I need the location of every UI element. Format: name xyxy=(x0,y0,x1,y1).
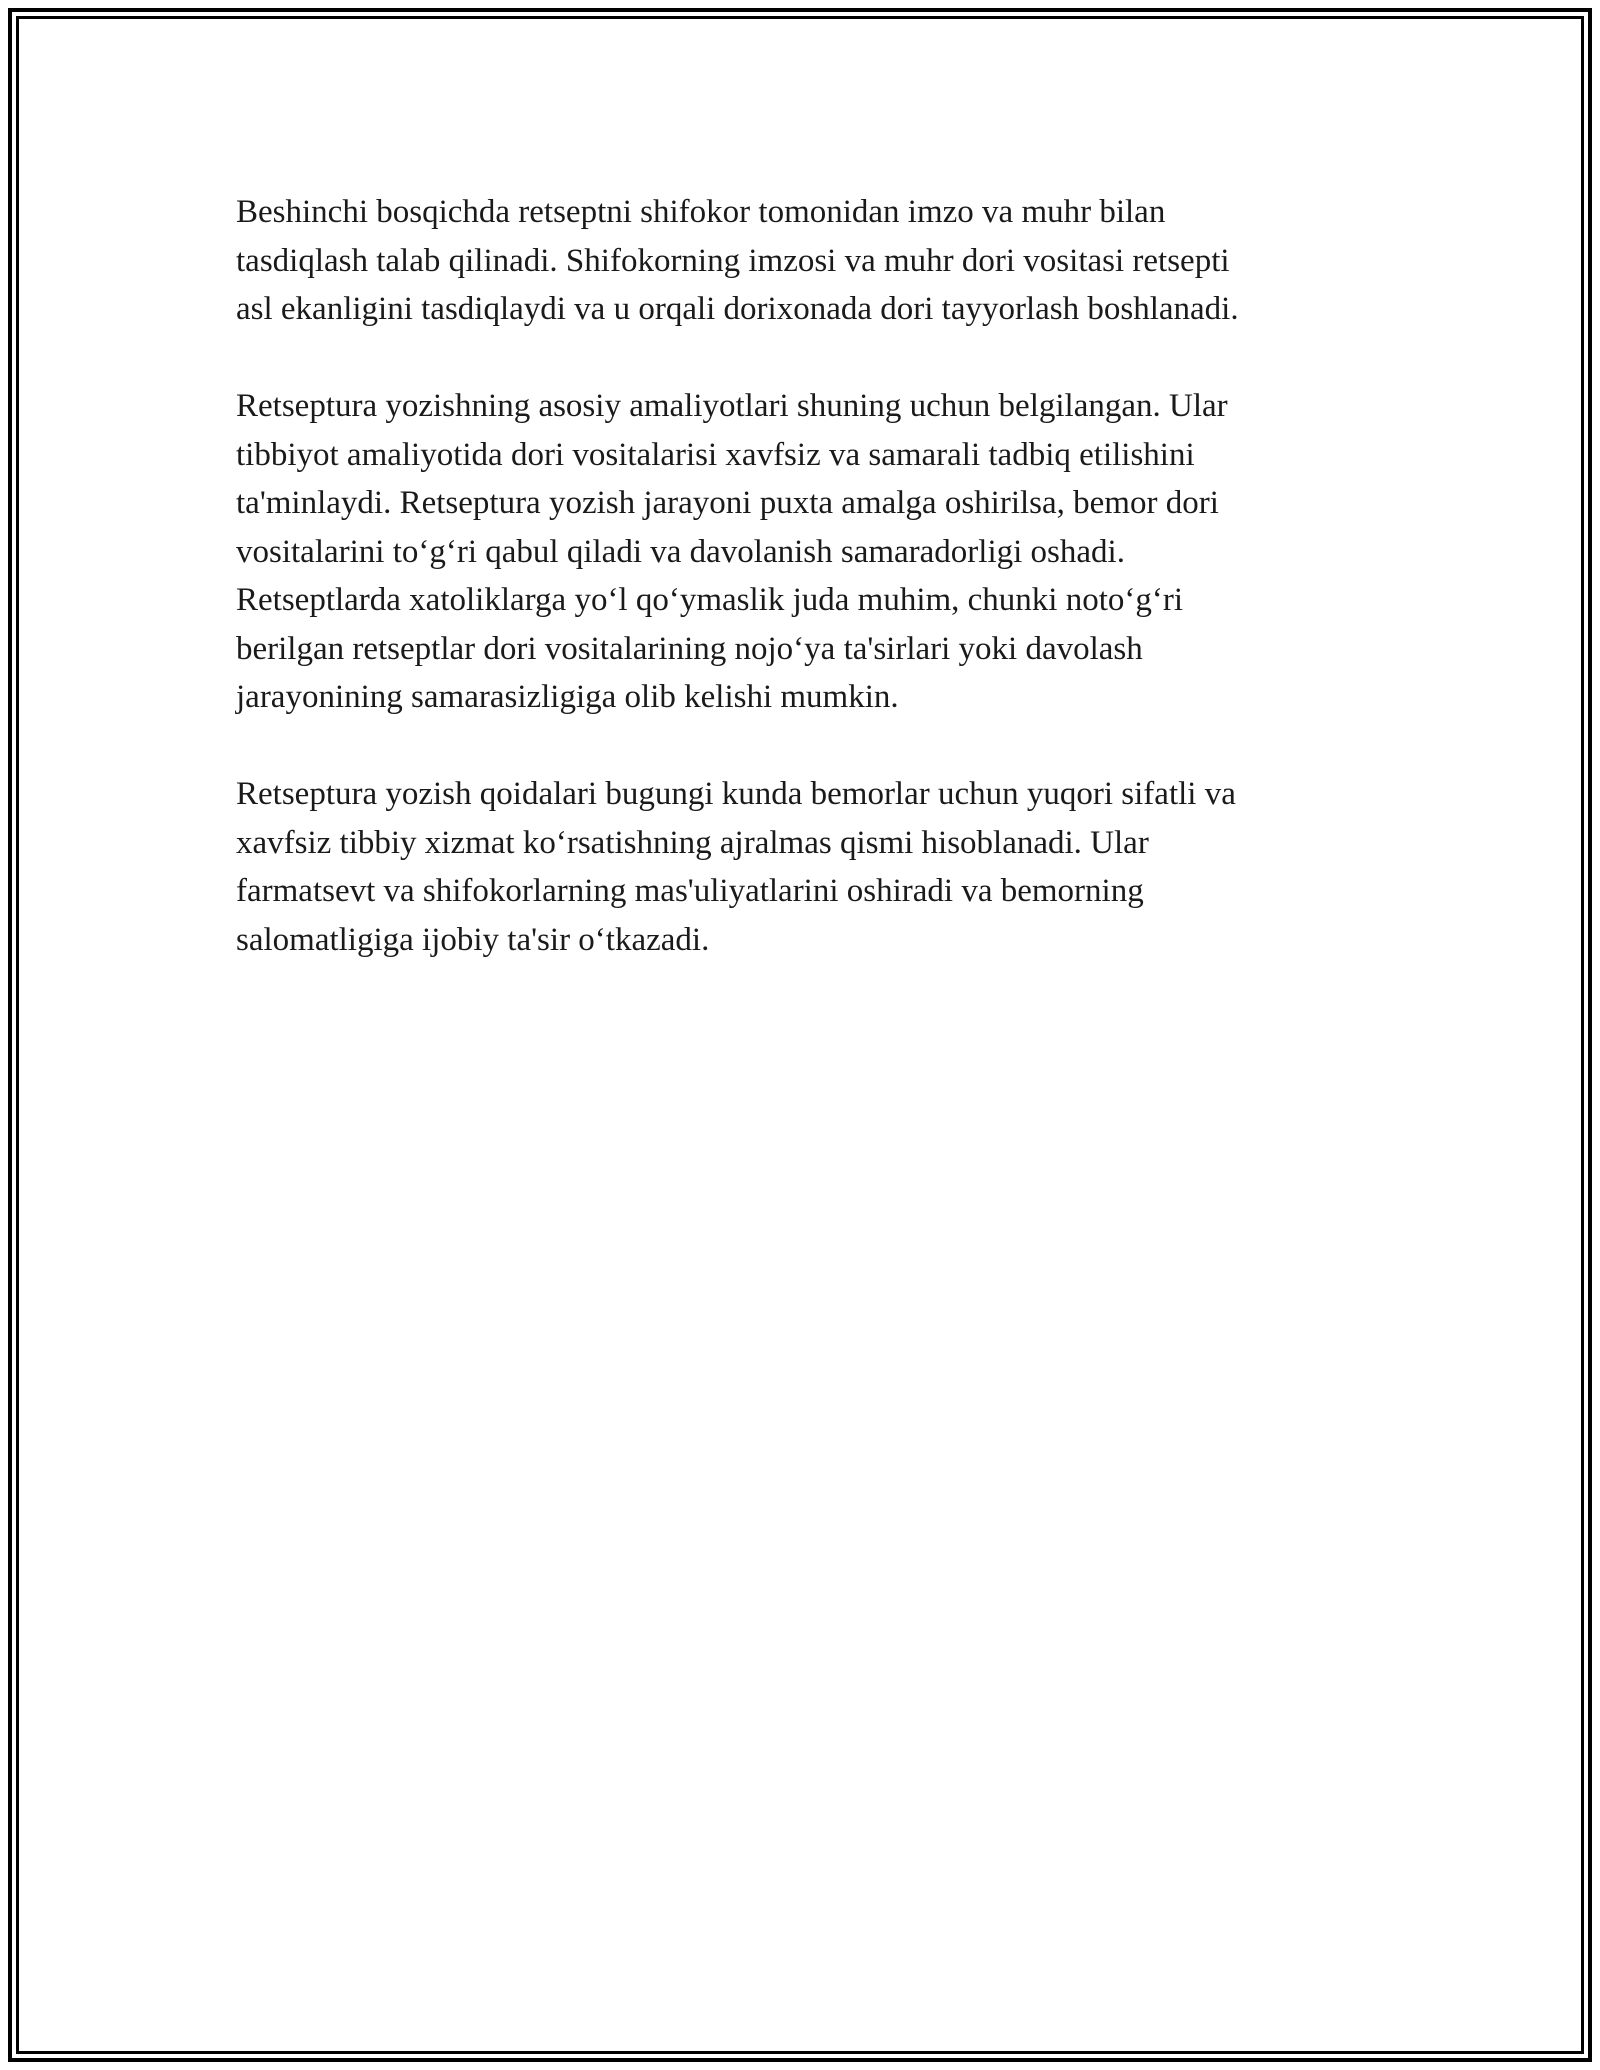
paragraph-line: berilgan retseptlar dori vositalarining nojo‘ya ta'sirlari yoki davolash xyxy=(236,630,1143,667)
paragraph-2 xyxy=(236,382,1366,722)
paragraph-line: tasdiqlash talab qilinadi. Shifokorning imzosi va muhr dori vositasi retsepti xyxy=(236,242,1230,279)
paragraph-line: Retseptura yozishning asosiy amaliyotlari shuning uchun belgilangan. Ular xyxy=(236,388,1228,424)
paragraph-line: farmatsevt va shifokorlarning mas'uliyatlarini oshiradi va bemorning xyxy=(236,873,1144,909)
paragraph-line: Retseptura yozish qoidalari bugungi kunda bemorlar uchun yuqori sifatli va xyxy=(236,776,1236,812)
paragraph-line: xavfsiz tibbiy xizmat ko‘rsatishning ajralmas qismi hisoblanadi. Ular xyxy=(236,824,1149,861)
document-body xyxy=(236,188,1366,1013)
paragraph-line: vositalarini to‘g‘ri qabul qiladi va davolanish samaradorligi oshadi. xyxy=(236,533,1125,570)
paragraph-line: jarayonining samarasizligiga olib kelishi mumkin. xyxy=(236,679,899,715)
paragraph-line: salomatligiga ijobiy ta'sir o‘tkazadi. xyxy=(236,921,710,958)
paragraph-line: Retseptlarda xatoliklarga yo‘l qo‘ymaslik juda muhim, chunki noto‘g‘ri xyxy=(236,582,1184,618)
paragraph-line: ta'minlaydi. Retseptura yozish jarayoni puxta amalga oshirilsa, bemor dori xyxy=(236,485,1219,521)
paragraph-line: Beshinchi bosqichda retseptni shifokor tomonidan imzo va muhr bilan xyxy=(236,194,1166,230)
paragraph-line: tibbiyot amaliyotida dori vositalarisi xavfsiz va samarali tadbiq etilishini xyxy=(236,436,1195,473)
paragraph-line: asl ekanligini tasdiqlaydi va u orqali dorixonada dori tayyorlash boshlanadi. xyxy=(236,291,1239,327)
paragraph-3 xyxy=(236,770,1366,964)
paragraph-1 xyxy=(236,188,1366,334)
